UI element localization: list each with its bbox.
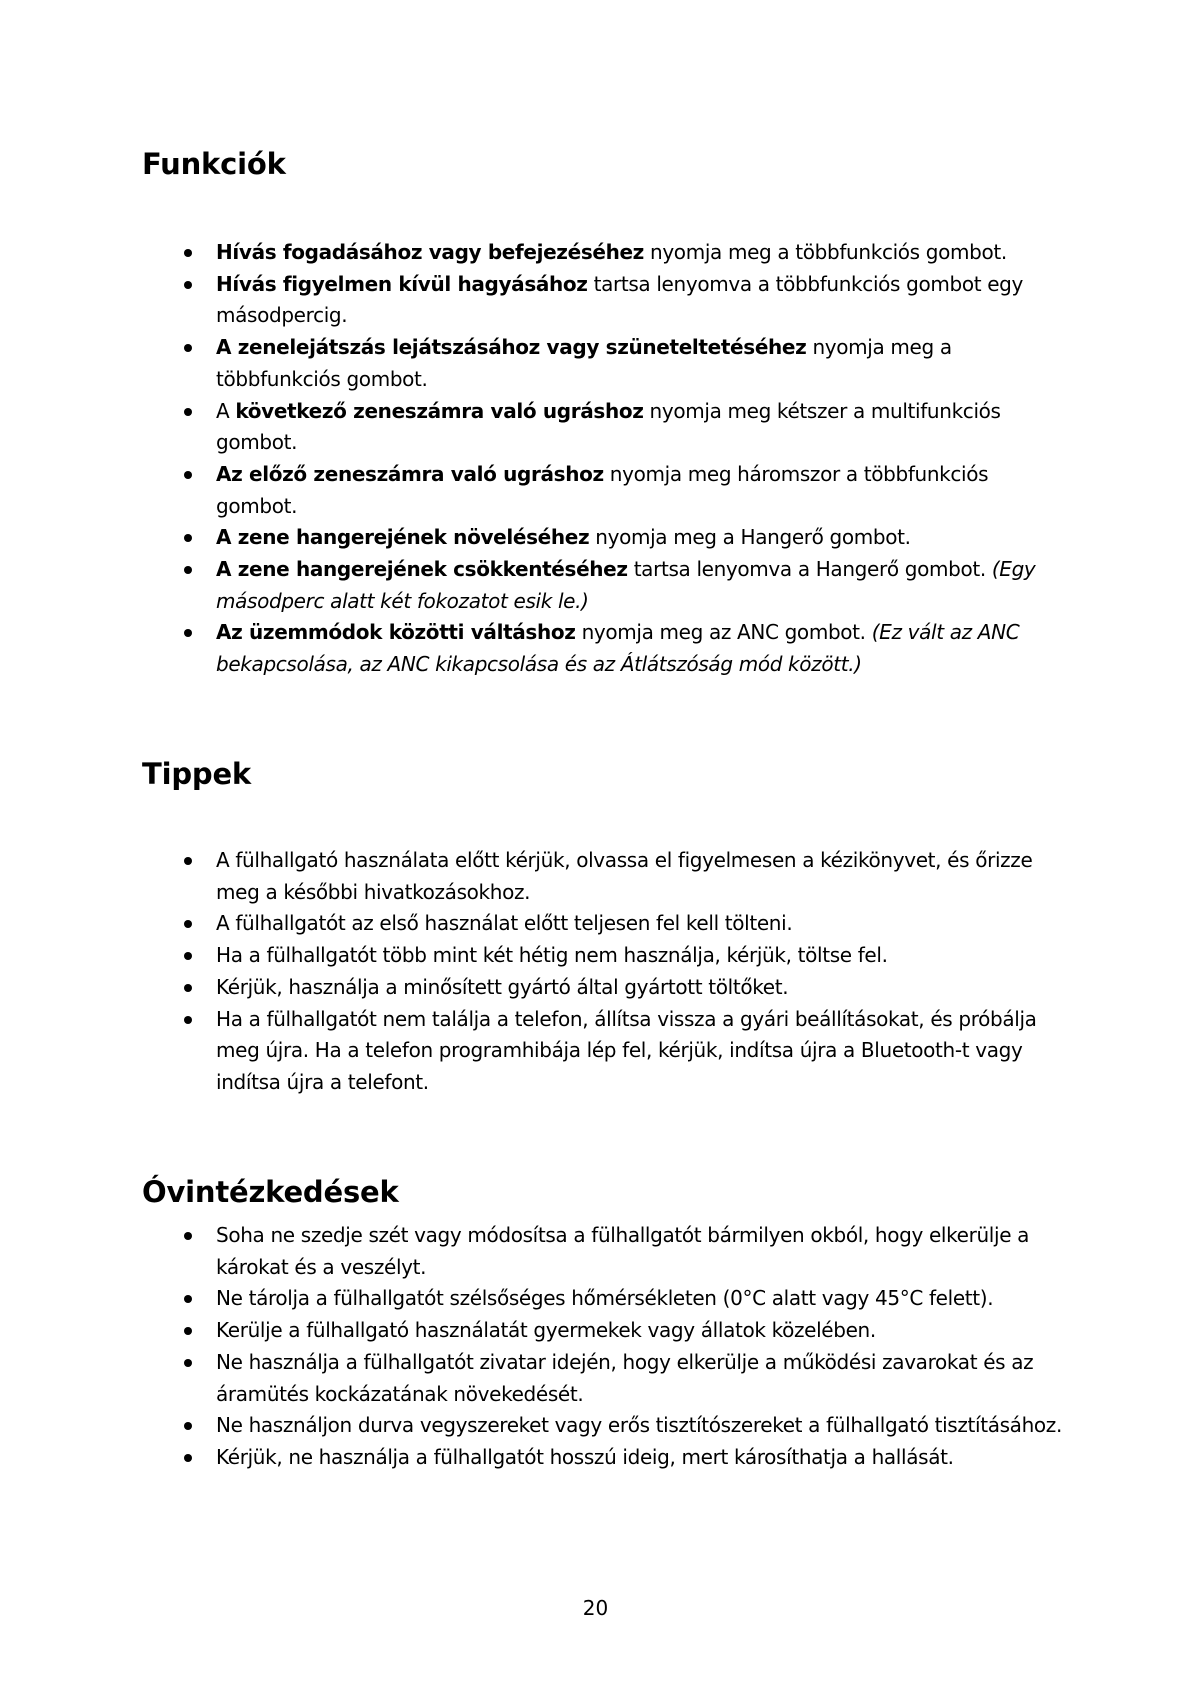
list-item: Soha ne szedje szét vagy módosítsa a fülhallgatót bármilyen okból, hogy elkerülje a károkat és a veszélyt. [142,1220,1062,1283]
list-item: A fülhallgatót az első használat előtt teljesen fel kell tölteni. [142,908,1062,940]
list-item: A zenelejátszás lejátszásához vagy szüneteltetéséhez nyomja meg a többfunkciós gombot. [142,332,1062,395]
list-item: Kérjük, használja a minősített gyártó által gyártott töltőket. [142,972,1062,1004]
list-item: A fülhallgató használata előtt kérjük, olvassa el figyelmesen a kézikönyvet, és őrizze meg a későbbi hivatkozásokhoz. [142,845,1062,908]
list-item: Kérjük, ne használja a fülhallgatót hosszú ideig, mert károsíthatja a hallását. [142,1442,1062,1474]
list-item: Hívás fogadásához vagy befejezéséhez nyomja meg a többfunkciós gombot. [142,237,1062,269]
list-item: Az előző zeneszámra való ugráshoz nyomja meg háromszor a többfunkciós gombot. [142,459,1062,522]
list-item: Ne használjon durva vegyszereket vagy erős tisztítószereket a fülhallgató tisztításához. [142,1410,1062,1442]
list-item: Az üzemmódok közötti váltáshoz nyomja meg az ANC gombot. (Ez vált az ANC bekapcsolása, az ANC kikapcsolása és az Átlátszóság mód között.) [142,617,1062,680]
list-item: Kerülje a fülhallgató használatát gyermekek vagy állatok közelében. [142,1315,1062,1347]
list-item: Ne tárolja a fülhallgatót szélsőséges hőmérsékleten (0°C alatt vagy 45°C felett). [142,1283,1062,1315]
list-item: Ha a fülhallgatót több mint két hétig nem használja, kérjük, töltse fel. [142,940,1062,972]
page-number: 20 [582,1596,609,1620]
funkciok-list [142,237,1062,681]
section-heading-tippek: Tippek [142,757,251,791]
list-item: A következő zeneszámra való ugráshoz nyomja meg kétszer a multifunkciós gombot. [142,396,1062,459]
section-heading-ovintezkedesek: Óvintézkedések [142,1175,399,1209]
section-heading-funkciok: Funkciók [142,147,286,181]
list-item: A zene hangerejének növeléséhez nyomja meg a Hangerő gombot. [142,522,1062,554]
list-item: Ha a fülhallgatót nem találja a telefon, állítsa vissza a gyári beállításokat, és próbálja meg újra. Ha a telefon programhibája lép fel, kérjük, indítsa újra a Bluetooth-t vagy indítsa újra a telefont. [142,1004,1062,1099]
list-item: Ne használja a fülhallgatót zivatar idején, hogy elkerülje a működési zavarokat és az áramütés kockázatának növekedését. [142,1347,1062,1410]
ovintezkedesek-list [142,1220,1062,1474]
tippek-list [142,845,1062,1099]
list-item: A zene hangerejének csökkentéséhez tartsa lenyomva a Hangerő gombot. (Egy másodperc alatt két fokozatot esik le.) [142,554,1062,617]
list-item: Hívás figyelmen kívül hagyásához tartsa lenyomva a többfunkciós gombot egy másodpercig. [142,269,1062,332]
